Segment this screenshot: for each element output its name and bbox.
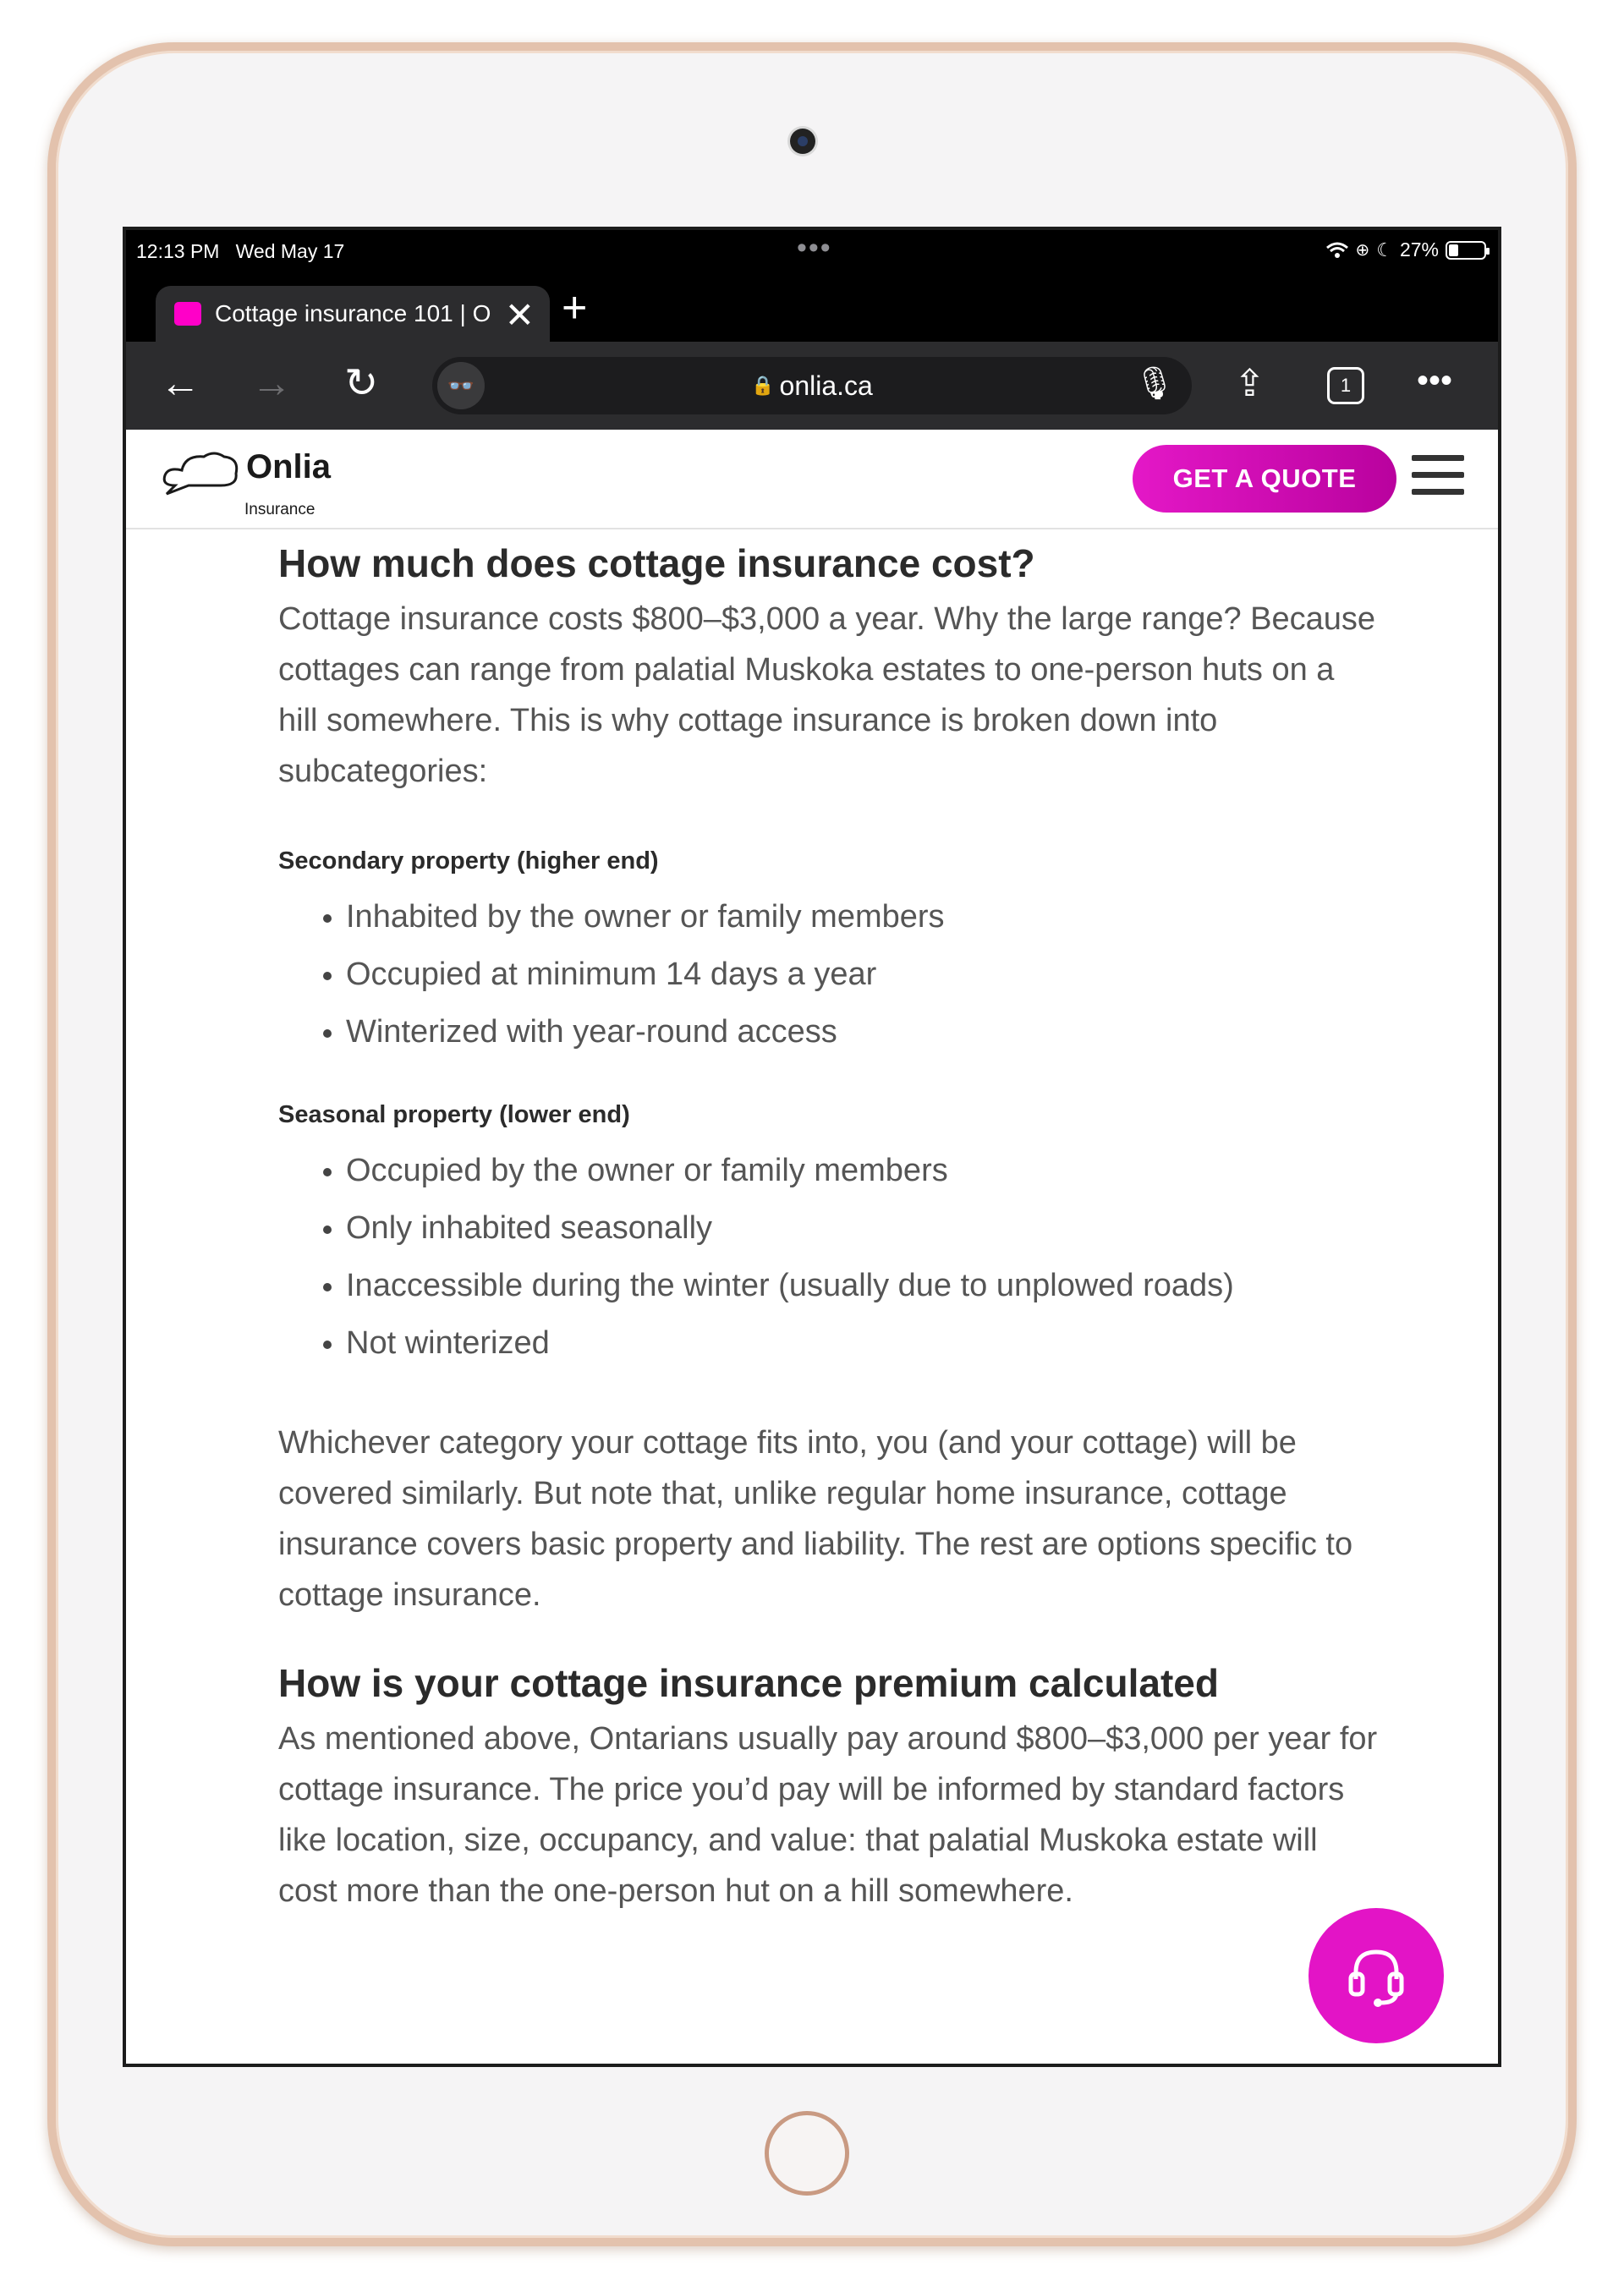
heading-seasonal-property: Seasonal property (lower end) [278,1101,630,1128]
browser-tab[interactable] [156,286,550,342]
article-body [278,529,1378,1916]
close-tab-icon[interactable]: ✕ [504,295,535,335]
onlia-logo[interactable] [160,448,332,518]
cloud-logo-icon [160,448,241,501]
tab-title: Cottage insurance 101 | O [215,300,491,326]
battery-icon [1446,241,1486,260]
address-bar[interactable] [432,357,1192,414]
forward-arrow-icon[interactable]: → [251,361,292,406]
screen [123,227,1501,2067]
status-time-date: 12:13 PM Wed May 17 [136,240,345,262]
moon-icon: ☾ [1376,239,1393,260]
incognito-icon[interactable]: 👓 [437,362,485,409]
back-arrow-icon[interactable]: ← [160,361,200,406]
url-text: onlia.ca [779,370,873,401]
wifi-icon [1326,242,1348,259]
heading-premium: How is your cottage insurance premium calculated [278,1661,1219,1705]
seasonal-property-list [278,1142,1378,1372]
home-button[interactable] [765,2111,849,2196]
tab-switcher-button[interactable]: 1 [1327,367,1364,404]
onlia-favicon-icon [174,302,201,326]
browser-toolbar [126,342,1498,430]
list-item: • Winterized with year-round access [346,1003,1378,1061]
heading-cost: How much does cottage insurance cost? [278,541,1035,585]
list-item: • Inaccessible during the winter (usually due to unplowed roads) [346,1257,1378,1314]
list-item: • Occupied by the owner or family members [346,1142,1378,1199]
headset-icon [1341,1940,1412,2011]
orientation-lock-icon: ⊕ [1355,241,1370,260]
hamburger-menu-icon[interactable] [1412,455,1464,501]
status-icons [1326,239,1486,261]
list-item: • Not winterized [346,1314,1378,1372]
new-tab-icon[interactable]: + [562,283,588,332]
paragraph-cost: Cottage insurance costs $800–$3,000 a year. Why the large range? Because cottages can range from palatial Muskoka estates to one-person huts on a hill somewhere. This is why cottage insurance is broken down into subcategories: [278,601,1376,789]
list-item: • Only inhabited seasonally [346,1199,1378,1257]
microphone-icon[interactable]: 🎙 [1133,366,1175,402]
paragraph-premium: As mentioned above, Ontarians usually pay around $800–$3,000 per year for cottage insurance. The price you’d pay will be informed by standard factors like location, size, occupancy, and value: that palatial Muskoka estate will cost more than the one-person hut on a hill somewhere. [278,1721,1378,1909]
logo-wordmark: Onlia [246,448,332,485]
list-item: • Inhabited by the owner or family members [346,888,1378,946]
lock-icon: 🔒 [751,375,775,396]
tab-bar [126,274,1498,342]
status-bar [126,230,1498,274]
heading-secondary-property: Secondary property (higher end) [278,847,659,875]
secondary-property-list [278,888,1378,1061]
multitasking-dots-icon[interactable]: ••• [797,232,832,264]
paragraph-whichever: Whichever category your cottage fits into, you (and your cottage) will be covered similarly. But note that, unlike regular home insurance, cottage insurance covers basic property and liability. The rest are options specific to cottage insurance. [278,1425,1353,1613]
site-header [126,430,1498,529]
list-item: • Occupied at minimum 14 days a year [346,946,1378,1003]
reload-icon[interactable]: ↻ [344,361,379,406]
support-chat-button[interactable] [1309,1908,1444,2043]
get-a-quote-button[interactable]: GET A QUOTE [1133,445,1396,513]
logo-subtitle: Insurance [244,501,315,518]
front-camera [790,129,815,154]
share-icon[interactable]: ⇪ [1234,363,1265,404]
more-options-icon[interactable]: ••• [1417,362,1453,399]
battery-percent: 27% [1399,239,1439,260]
